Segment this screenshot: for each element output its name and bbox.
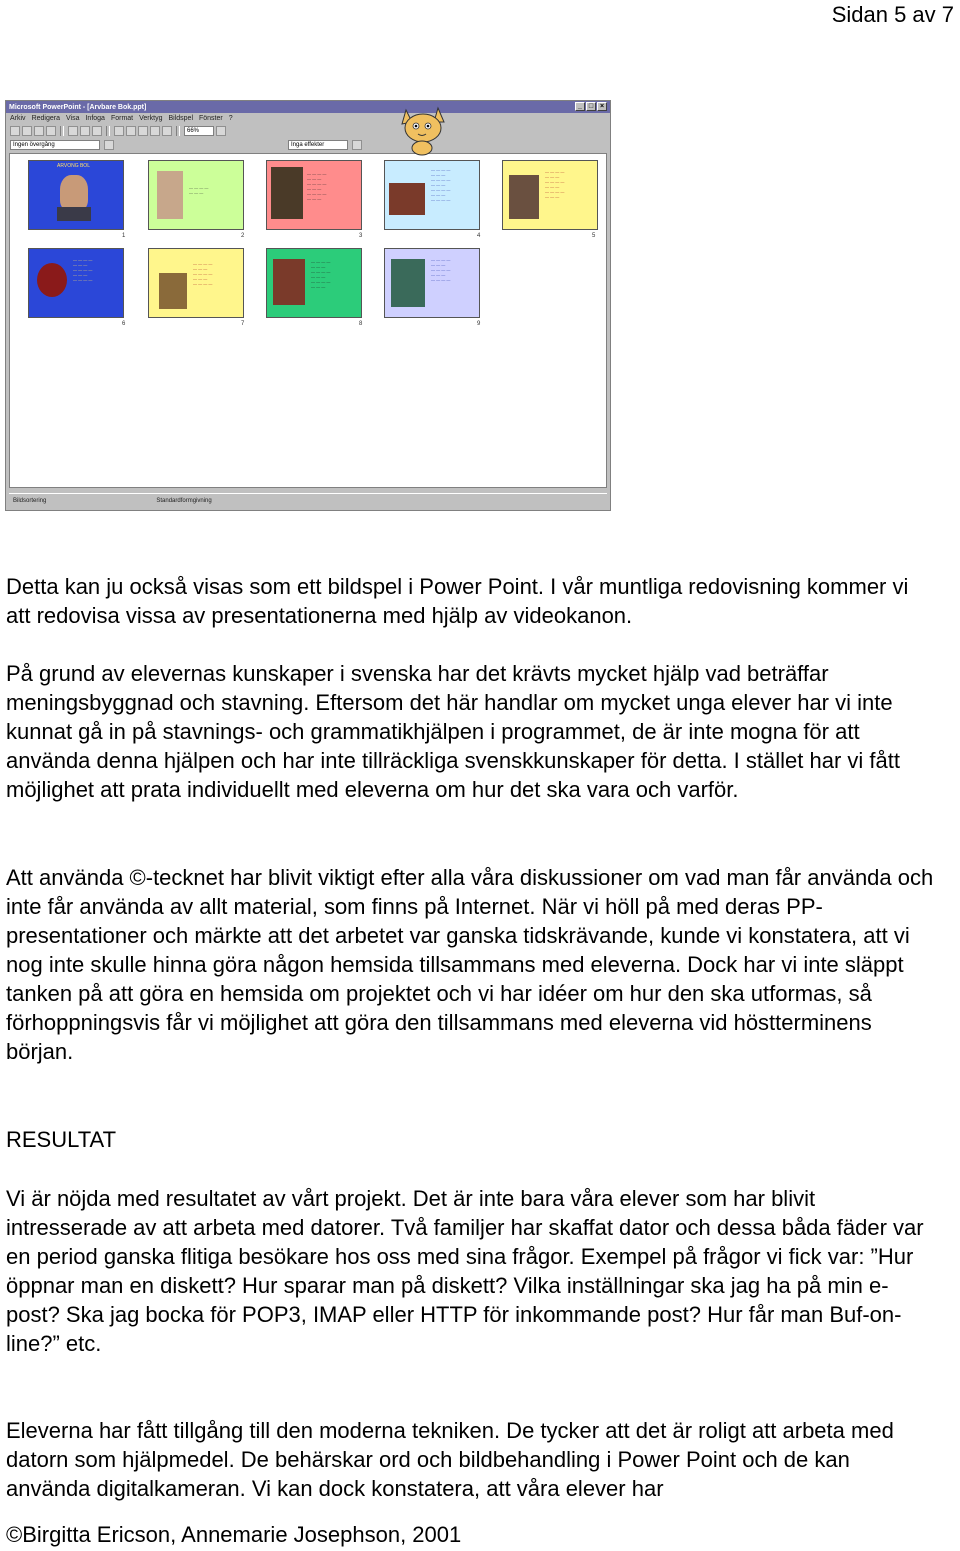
slide-number: 7 xyxy=(241,321,245,327)
chart-icon xyxy=(138,126,148,136)
window-title: Microsoft PowerPoint - [Arvbare Bok.ppt] xyxy=(9,103,147,111)
minimize-icon: _ xyxy=(575,102,585,111)
paragraph-result: Vi är nöjda med resultatet av vårt projekt. Det är inte bara våra elever som har blivit intresserade av att arbeta med datorer. Två familjer har skaffat dator och dessa båda fäder var en period ganska flitiga besökare hos oss med sina frågor. Exempel på frågor vi fick var: ”Hur öppnar man en diskett? Hur sparar man på diskett? Vilka inställningar ska jag ha på min e-post? Ska jag bocka för POP3, IMAP eller HTTP för inkommande post? Hur får man Buf-on-line?” etc. xyxy=(6,1186,924,1356)
slide-number: 2 xyxy=(241,233,245,239)
menu-item: Format xyxy=(110,115,134,122)
slide-thumbnail: — — — — — — — — — — — — — — — — — — xyxy=(384,248,480,318)
transition-icon xyxy=(104,140,114,150)
slide-number: 3 xyxy=(359,233,363,239)
table-icon xyxy=(150,126,160,136)
menu-item: Fönster xyxy=(199,115,223,122)
hide-slide-icon xyxy=(352,140,362,150)
paragraph-language: På grund av elevernas kunskaper i svenska har det krävts mycket hjälp vad beträffar meningsbyggnad och stavning. Eftersom det här handlar om mycket unga elever har vi inte kunnat gå in på stavnings- och grammatikhjälpen i programmet, de är inte mogna för att använda denna hjälpen och har inte tillräckliga svenskkunskaper för detta. I stället har vi fått möjlighet att prata individuellt med eleverna om hur det ska vara och varför. xyxy=(6,661,900,802)
toolbar-separator xyxy=(176,126,180,136)
clipart-icon xyxy=(162,126,172,136)
undo-icon xyxy=(114,126,124,136)
copy-icon xyxy=(80,126,90,136)
slide-thumbnail: — — — — — — — — — — — — — — — — — — — — — xyxy=(502,160,598,230)
slide-photo xyxy=(37,263,67,297)
zoom-combo: 66% xyxy=(184,126,214,136)
window-controls xyxy=(575,102,607,111)
toolbar-separator xyxy=(60,126,64,136)
print-icon xyxy=(46,126,56,136)
powerpoint-screenshot xyxy=(5,100,611,511)
menu-bar xyxy=(6,113,610,124)
status-view: Bildsortering xyxy=(13,497,47,504)
slide-thumbnail: — — — — — — — — — — — — — — — — — — — — — xyxy=(266,160,362,230)
paste-icon xyxy=(92,126,102,136)
close-icon: × xyxy=(597,102,607,111)
save-icon xyxy=(34,126,44,136)
status-bar xyxy=(9,493,607,507)
page-number-label: Sidan 5 av 7 xyxy=(831,2,954,27)
menu-item: Visa xyxy=(65,115,80,122)
section-heading: RESULTAT xyxy=(6,1127,117,1152)
slide-photo xyxy=(389,183,425,215)
portrait-photo xyxy=(60,175,88,211)
slide-number: 9 xyxy=(477,321,481,327)
paragraph-copyright-sign: Att använda ©-tecknet har blivit viktigt efter alla våra diskussioner om vad man får använda och inte får använda av allt material, som finns på Internet. När vi höll på med deras PP-presentationer och märkte att det arbetet var ganska tidskrävande, kunde vi konstatera, att vi nog inte skulle hinna göra någon hemsida tillsammans med eleverna. Dock har vi inte släppt tanken på att göra en hemsida om projektet och vi har idéer om hur den ska utformas, så förhoppningsvis får vi möjlighet att göra den tillsammans med eleverna vid höstterminens början. xyxy=(6,865,934,1064)
effect-combo: Inga effekter xyxy=(288,140,348,150)
paragraph-students: Eleverna har fått tillgång till den moderna tekniken. De tycker att det är roligt att arbeta med datorn som hjälpmedel. De behärskar ord och bildbehandling i Power Point och de kan använda digitalkameran. Vi kan dock konstatera, att våra elever har xyxy=(6,1418,894,1501)
window-titlebar xyxy=(6,101,610,113)
slide-photo xyxy=(271,167,303,219)
slide-thumbnail: — — — — — — — — — — — — — — — — — — xyxy=(148,248,244,318)
menu-item: Arkiv xyxy=(10,115,26,122)
status-design: Standardformgivning xyxy=(156,497,212,504)
slide-photo xyxy=(273,259,305,305)
help-icon xyxy=(216,126,226,136)
slide-photo xyxy=(391,259,425,307)
slide-thumbnail: — — — — — — — — — — — — — — — — — — — — — — — — — xyxy=(384,160,480,230)
slide-photo xyxy=(509,175,539,219)
slide-number: 5 xyxy=(592,233,596,239)
slide-thumbnail: — — — — — — — — — — — — — — — — — — xyxy=(28,248,124,318)
slide-number: 8 xyxy=(359,321,363,327)
maximize-icon: □ xyxy=(586,102,596,111)
redo-icon xyxy=(126,126,136,136)
cut-icon xyxy=(68,126,78,136)
standard-toolbar xyxy=(6,124,610,138)
paragraph-slideshow: Detta kan ju också visas som ett bildspel i Power Point. I vår muntliga redovisning kommer vi att redovisa vissa av presentationerna med hjälp av videokanon. xyxy=(6,574,909,628)
menu-item: Bildspel xyxy=(168,115,193,122)
slide-number: 6 xyxy=(122,321,126,327)
new-icon xyxy=(10,126,20,136)
slide-thumbnail xyxy=(28,160,124,230)
slide-title: ARVONG BOL xyxy=(57,163,90,169)
footer-copyright: ©Birgitta Ericson, Annemarie Josephson, 2001 xyxy=(6,1522,462,1547)
slide-number: 4 xyxy=(477,233,481,239)
slide-sorter-toolbar xyxy=(6,138,610,152)
slide-photo xyxy=(159,273,187,309)
transition-combo: Ingen övergång xyxy=(10,140,100,150)
menu-item: Infoga xyxy=(85,115,105,122)
menu-item: Redigera xyxy=(31,115,60,122)
slide-photo xyxy=(157,171,183,219)
slide-sorter-view xyxy=(9,153,607,488)
slide-thumbnail: — — — — — — — xyxy=(148,160,244,230)
portrait-shirt xyxy=(57,207,91,221)
office-assistant-cat-icon xyxy=(398,104,446,156)
menu-item: Verktyg xyxy=(139,115,163,122)
open-icon xyxy=(22,126,32,136)
menu-item: ? xyxy=(228,115,233,122)
slide-thumbnail: — — — — — — — — — — — — — — — — — — — — — xyxy=(266,248,362,318)
toolbar-separator xyxy=(106,126,110,136)
slide-number: 1 xyxy=(122,233,126,239)
